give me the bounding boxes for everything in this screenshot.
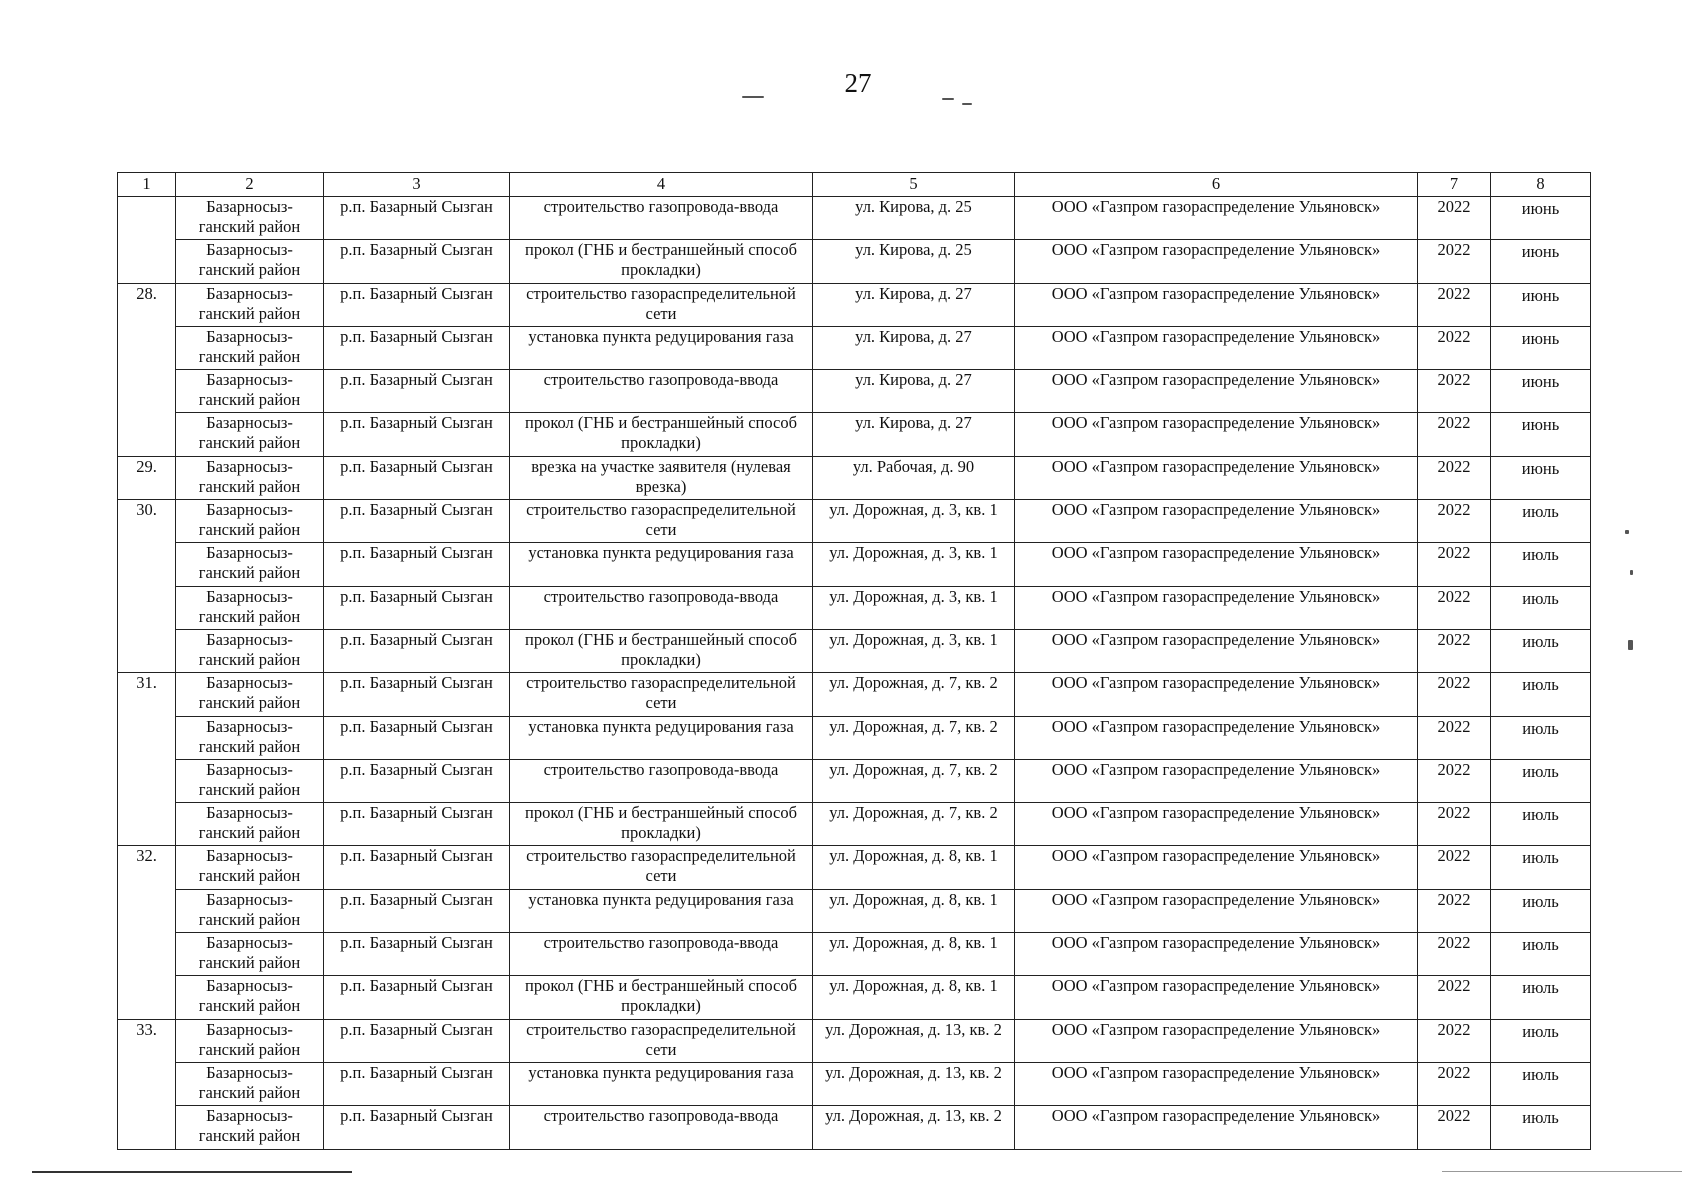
district-cell: Базарносыз-ганский район <box>176 933 324 976</box>
month-cell: июль <box>1491 889 1591 932</box>
column-header: 6 <box>1015 173 1418 197</box>
district-cell: Базарносыз-ганский район <box>176 673 324 716</box>
row-number-cell: 33. <box>118 1019 176 1149</box>
address-cell: ул. Кирова, д. 27 <box>813 370 1015 413</box>
district-cell: Базарносыз-ганский район <box>176 500 324 543</box>
month-cell: июль <box>1491 716 1591 759</box>
address-cell: ул. Дорожная, д. 8, кв. 1 <box>813 846 1015 889</box>
table-row <box>118 1019 1591 1062</box>
table-row <box>118 803 1591 846</box>
month-cell: июль <box>1491 1019 1591 1062</box>
organization-cell: ООО «Газпром газораспределение Ульяновск» <box>1015 759 1418 802</box>
scan-speck <box>942 98 954 100</box>
locality-cell: р.п. Базарный Сызган <box>324 370 510 413</box>
locality-cell: р.п. Базарный Сызган <box>324 500 510 543</box>
organization-cell: ООО «Газпром газораспределение Ульяновск» <box>1015 543 1418 586</box>
address-cell: ул. Дорожная, д. 3, кв. 1 <box>813 500 1015 543</box>
address-cell: ул. Дорожная, д. 13, кв. 2 <box>813 1106 1015 1149</box>
work-type-cell: установка пункта редуцирования газа <box>510 326 813 369</box>
organization-cell: ООО «Газпром газораспределение Ульяновск» <box>1015 846 1418 889</box>
district-cell: Базарносыз-ганский район <box>176 1019 324 1062</box>
district-cell: Базарносыз-ганский район <box>176 197 324 240</box>
address-cell: ул. Кирова, д. 27 <box>813 326 1015 369</box>
district-cell: Базарносыз-ганский район <box>176 456 324 499</box>
row-number-cell: 32. <box>118 846 176 1019</box>
district-cell: Базарносыз-ганский район <box>176 283 324 326</box>
locality-cell: р.п. Базарный Сызган <box>324 456 510 499</box>
row-number-cell <box>118 197 176 284</box>
address-cell: ул. Дорожная, д. 7, кв. 2 <box>813 759 1015 802</box>
organization-cell: ООО «Газпром газораспределение Ульяновск» <box>1015 240 1418 283</box>
scan-speck <box>962 103 972 105</box>
table-row <box>118 326 1591 369</box>
locality-cell: р.п. Базарный Сызган <box>324 673 510 716</box>
organization-cell: ООО «Газпром газораспределение Ульяновск» <box>1015 1062 1418 1105</box>
page-number: 27 <box>844 68 872 98</box>
address-cell: ул. Дорожная, д. 13, кв. 2 <box>813 1019 1015 1062</box>
table-row <box>118 976 1591 1019</box>
bottom-rule <box>32 1171 352 1173</box>
table-row <box>118 933 1591 976</box>
table-row <box>118 889 1591 932</box>
month-cell: июнь <box>1491 197 1591 240</box>
district-cell: Базарносыз-ганский район <box>176 846 324 889</box>
work-type-cell: строительство газопровода-ввода <box>510 759 813 802</box>
month-cell: июль <box>1491 933 1591 976</box>
year-cell: 2022 <box>1418 889 1491 932</box>
locality-cell: р.п. Базарный Сызган <box>324 326 510 369</box>
table-row <box>118 716 1591 759</box>
work-type-cell: строительство газораспределительной сети <box>510 846 813 889</box>
work-type-cell: строительство газопровода-ввода <box>510 586 813 629</box>
year-cell: 2022 <box>1418 413 1491 456</box>
table-row <box>118 370 1591 413</box>
year-cell: 2022 <box>1418 240 1491 283</box>
locality-cell: р.п. Базарный Сызган <box>324 586 510 629</box>
work-type-cell: строительство газопровода-ввода <box>510 1106 813 1149</box>
year-cell: 2022 <box>1418 976 1491 1019</box>
row-number-cell: 29. <box>118 456 176 499</box>
locality-cell: р.п. Базарный Сызган <box>324 716 510 759</box>
column-header: 7 <box>1418 173 1491 197</box>
scan-speck <box>1630 570 1633 575</box>
work-type-cell: прокол (ГНБ и бестраншейный способ прокладки) <box>510 413 813 456</box>
locality-cell: р.п. Базарный Сызган <box>324 543 510 586</box>
table-row <box>118 1106 1591 1149</box>
organization-cell: ООО «Газпром газораспределение Ульяновск» <box>1015 1106 1418 1149</box>
district-cell: Базарносыз-ганский район <box>176 1062 324 1105</box>
column-header: 2 <box>176 173 324 197</box>
organization-cell: ООО «Газпром газораспределение Ульяновск» <box>1015 716 1418 759</box>
table-body <box>118 197 1591 1150</box>
address-cell: ул. Кирова, д. 27 <box>813 413 1015 456</box>
month-cell: июнь <box>1491 370 1591 413</box>
year-cell: 2022 <box>1418 456 1491 499</box>
work-type-cell: прокол (ГНБ и бестраншейный способ прокладки) <box>510 629 813 672</box>
address-cell: ул. Дорожная, д. 8, кв. 1 <box>813 933 1015 976</box>
locality-cell: р.п. Базарный Сызган <box>324 283 510 326</box>
locality-cell: р.п. Базарный Сызган <box>324 976 510 1019</box>
locality-cell: р.п. Базарный Сызган <box>324 1062 510 1105</box>
year-cell: 2022 <box>1418 716 1491 759</box>
address-cell: ул. Рабочая, д. 90 <box>813 456 1015 499</box>
scan-speck <box>1628 640 1633 650</box>
organization-cell: ООО «Газпром газораспределение Ульяновск» <box>1015 500 1418 543</box>
district-cell: Базарносыз-ганский район <box>176 586 324 629</box>
organization-cell: ООО «Газпром газораспределение Ульяновск» <box>1015 933 1418 976</box>
month-cell: июль <box>1491 1062 1591 1105</box>
work-type-cell: строительство газораспределительной сети <box>510 283 813 326</box>
organization-cell: ООО «Газпром газораспределение Ульяновск» <box>1015 673 1418 716</box>
year-cell: 2022 <box>1418 1062 1491 1105</box>
locality-cell: р.п. Базарный Сызган <box>324 846 510 889</box>
organization-cell: ООО «Газпром газораспределение Ульяновск» <box>1015 976 1418 1019</box>
address-cell: ул. Дорожная, д. 7, кв. 2 <box>813 673 1015 716</box>
district-cell: Базарносыз-ганский район <box>176 889 324 932</box>
locality-cell: р.п. Базарный Сызган <box>324 933 510 976</box>
district-cell: Базарносыз-ганский район <box>176 326 324 369</box>
work-type-cell: прокол (ГНБ и бестраншейный способ прокладки) <box>510 803 813 846</box>
column-header: 3 <box>324 173 510 197</box>
district-cell: Базарносыз-ганский район <box>176 370 324 413</box>
month-cell: июль <box>1491 629 1591 672</box>
month-cell: июль <box>1491 500 1591 543</box>
address-cell: ул. Кирова, д. 25 <box>813 197 1015 240</box>
month-cell: июль <box>1491 803 1591 846</box>
work-type-cell: строительство газораспределительной сети <box>510 500 813 543</box>
address-cell: ул. Дорожная, д. 3, кв. 1 <box>813 543 1015 586</box>
organization-cell: ООО «Газпром газораспределение Ульяновск» <box>1015 1019 1418 1062</box>
table-row <box>118 283 1591 326</box>
organization-cell: ООО «Газпром газораспределение Ульяновск» <box>1015 413 1418 456</box>
locality-cell: р.п. Базарный Сызган <box>324 240 510 283</box>
month-cell: июль <box>1491 976 1591 1019</box>
table-row <box>118 629 1591 672</box>
year-cell: 2022 <box>1418 673 1491 716</box>
locality-cell: р.п. Базарный Сызган <box>324 759 510 802</box>
month-cell: июнь <box>1491 413 1591 456</box>
row-number-cell: 30. <box>118 500 176 673</box>
locality-cell: р.п. Базарный Сызган <box>324 803 510 846</box>
work-type-cell: прокол (ГНБ и бестраншейный способ прокладки) <box>510 976 813 1019</box>
organization-cell: ООО «Газпром газораспределение Ульяновск» <box>1015 629 1418 672</box>
month-cell: июнь <box>1491 283 1591 326</box>
locality-cell: р.п. Базарный Сызган <box>324 413 510 456</box>
address-cell: ул. Дорожная, д. 8, кв. 1 <box>813 889 1015 932</box>
locality-cell: р.п. Базарный Сызган <box>324 1106 510 1149</box>
district-cell: Базарносыз-ганский район <box>176 803 324 846</box>
year-cell: 2022 <box>1418 326 1491 369</box>
district-cell: Базарносыз-ганский район <box>176 759 324 802</box>
organization-cell: ООО «Газпром газораспределение Ульяновск» <box>1015 326 1418 369</box>
work-type-cell: строительство газораспределительной сети <box>510 673 813 716</box>
month-cell: июль <box>1491 846 1591 889</box>
district-cell: Базарносыз-ганский район <box>176 716 324 759</box>
address-cell: ул. Кирова, д. 27 <box>813 283 1015 326</box>
year-cell: 2022 <box>1418 1019 1491 1062</box>
scan-speck <box>742 96 764 98</box>
table-row <box>118 500 1591 543</box>
district-cell: Базарносыз-ганский район <box>176 629 324 672</box>
table-row <box>118 240 1591 283</box>
scan-speck <box>1625 530 1629 534</box>
work-type-cell: установка пункта редуцирования газа <box>510 543 813 586</box>
month-cell: июль <box>1491 1106 1591 1149</box>
year-cell: 2022 <box>1418 197 1491 240</box>
organization-cell: ООО «Газпром газораспределение Ульяновск» <box>1015 889 1418 932</box>
organization-cell: ООО «Газпром газораспределение Ульяновск» <box>1015 456 1418 499</box>
column-header: 4 <box>510 173 813 197</box>
locality-cell: р.п. Базарный Сызган <box>324 197 510 240</box>
work-type-cell: установка пункта редуцирования газа <box>510 889 813 932</box>
year-cell: 2022 <box>1418 933 1491 976</box>
locality-cell: р.п. Базарный Сызган <box>324 629 510 672</box>
month-cell: июнь <box>1491 240 1591 283</box>
address-cell: ул. Дорожная, д. 3, кв. 1 <box>813 586 1015 629</box>
address-cell: ул. Дорожная, д. 13, кв. 2 <box>813 1062 1015 1105</box>
year-cell: 2022 <box>1418 846 1491 889</box>
table-row <box>118 759 1591 802</box>
address-cell: ул. Дорожная, д. 7, кв. 2 <box>813 803 1015 846</box>
column-header: 1 <box>118 173 176 197</box>
column-number-header-row <box>118 173 1591 197</box>
organization-cell: ООО «Газпром газораспределение Ульяновск» <box>1015 370 1418 413</box>
year-cell: 2022 <box>1418 586 1491 629</box>
year-cell: 2022 <box>1418 500 1491 543</box>
table-row <box>118 456 1591 499</box>
month-cell: июнь <box>1491 456 1591 499</box>
table-row <box>118 586 1591 629</box>
year-cell: 2022 <box>1418 283 1491 326</box>
organization-cell: ООО «Газпром газораспределение Ульяновск» <box>1015 803 1418 846</box>
row-number-cell: 31. <box>118 673 176 846</box>
gas-works-table <box>117 172 1591 1150</box>
month-cell: июнь <box>1491 326 1591 369</box>
table-row <box>118 413 1591 456</box>
district-cell: Базарносыз-ганский район <box>176 240 324 283</box>
district-cell: Базарносыз-ганский район <box>176 543 324 586</box>
year-cell: 2022 <box>1418 370 1491 413</box>
address-cell: ул. Кирова, д. 25 <box>813 240 1015 283</box>
table-row <box>118 543 1591 586</box>
table-row <box>118 197 1591 240</box>
month-cell: июль <box>1491 673 1591 716</box>
organization-cell: ООО «Газпром газораспределение Ульяновск» <box>1015 283 1418 326</box>
month-cell: июль <box>1491 759 1591 802</box>
work-type-cell: строительство газопровода-ввода <box>510 370 813 413</box>
table-row <box>118 673 1591 716</box>
month-cell: июль <box>1491 543 1591 586</box>
year-cell: 2022 <box>1418 543 1491 586</box>
address-cell: ул. Дорожная, д. 3, кв. 1 <box>813 629 1015 672</box>
work-type-cell: врезка на участке заявителя (нулевая врезка) <box>510 456 813 499</box>
work-type-cell: установка пункта редуцирования газа <box>510 716 813 759</box>
work-type-cell: прокол (ГНБ и бестраншейный способ прокладки) <box>510 240 813 283</box>
year-cell: 2022 <box>1418 803 1491 846</box>
work-type-cell: установка пункта редуцирования газа <box>510 1062 813 1105</box>
district-cell: Базарносыз-ганский район <box>176 1106 324 1149</box>
work-type-cell: строительство газопровода-ввода <box>510 197 813 240</box>
column-header: 5 <box>813 173 1015 197</box>
locality-cell: р.п. Базарный Сызган <box>324 889 510 932</box>
row-number-cell: 28. <box>118 283 176 456</box>
address-cell: ул. Дорожная, д. 7, кв. 2 <box>813 716 1015 759</box>
column-header: 8 <box>1491 173 1591 197</box>
table-row <box>118 1062 1591 1105</box>
bottom-rule <box>1442 1171 1682 1172</box>
year-cell: 2022 <box>1418 629 1491 672</box>
month-cell: июль <box>1491 586 1591 629</box>
organization-cell: ООО «Газпром газораспределение Ульяновск» <box>1015 586 1418 629</box>
table-row <box>118 846 1591 889</box>
work-type-cell: строительство газопровода-ввода <box>510 933 813 976</box>
locality-cell: р.п. Базарный Сызган <box>324 1019 510 1062</box>
year-cell: 2022 <box>1418 759 1491 802</box>
district-cell: Базарносыз-ганский район <box>176 413 324 456</box>
district-cell: Базарносыз-ганский район <box>176 976 324 1019</box>
address-cell: ул. Дорожная, д. 8, кв. 1 <box>813 976 1015 1019</box>
organization-cell: ООО «Газпром газораспределение Ульяновск» <box>1015 197 1418 240</box>
work-type-cell: строительство газораспределительной сети <box>510 1019 813 1062</box>
year-cell: 2022 <box>1418 1106 1491 1149</box>
